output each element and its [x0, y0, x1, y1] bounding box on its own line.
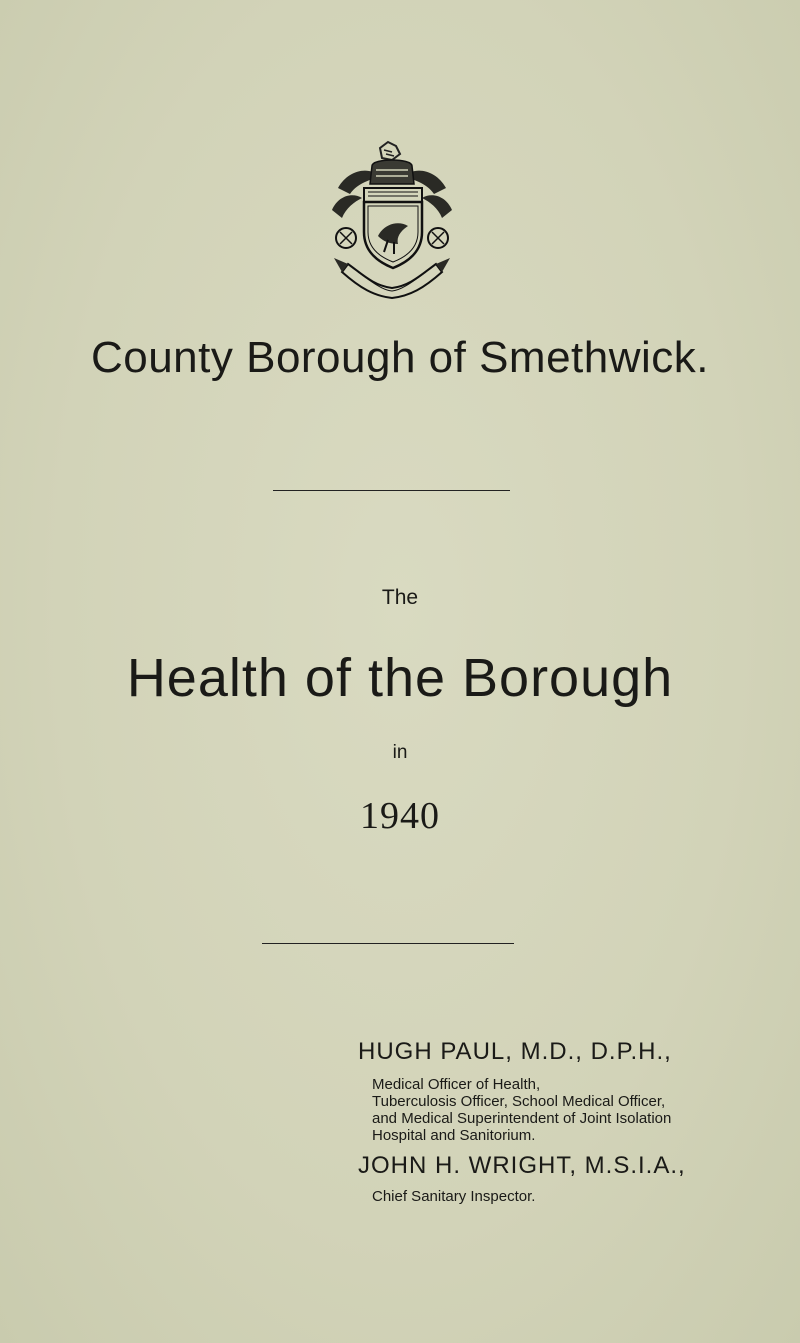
divider-bottom [262, 943, 514, 944]
role-line: Tuberculosis Officer, School Medical Officer, [372, 1093, 666, 1110]
divider-top [273, 490, 510, 491]
officer-name-sanitary: JOHN H. WRIGHT, M.S.I.A., [358, 1152, 686, 1179]
report-year: 1940 [360, 795, 440, 837]
the-label: The [381, 586, 419, 609]
role-line: and Medical Superintendent of Joint Isolation [372, 1110, 672, 1127]
role-line: Medical Officer of Health, [372, 1076, 541, 1093]
report-heading: Health of the Borough [126, 648, 674, 708]
officer-name-medical: HUGH PAUL, M.D., D.P.H., [358, 1038, 672, 1065]
borough-title: County Borough of Smethwick. [90, 333, 710, 382]
officer-roles-medical [372, 1076, 732, 1144]
in-label: in [392, 742, 408, 763]
role-line: Hospital and Sanitorium. [372, 1127, 536, 1144]
officer-role-sanitary: Chief Sanitary Inspector. [372, 1188, 536, 1205]
borough-coat-of-arms [328, 140, 456, 300]
